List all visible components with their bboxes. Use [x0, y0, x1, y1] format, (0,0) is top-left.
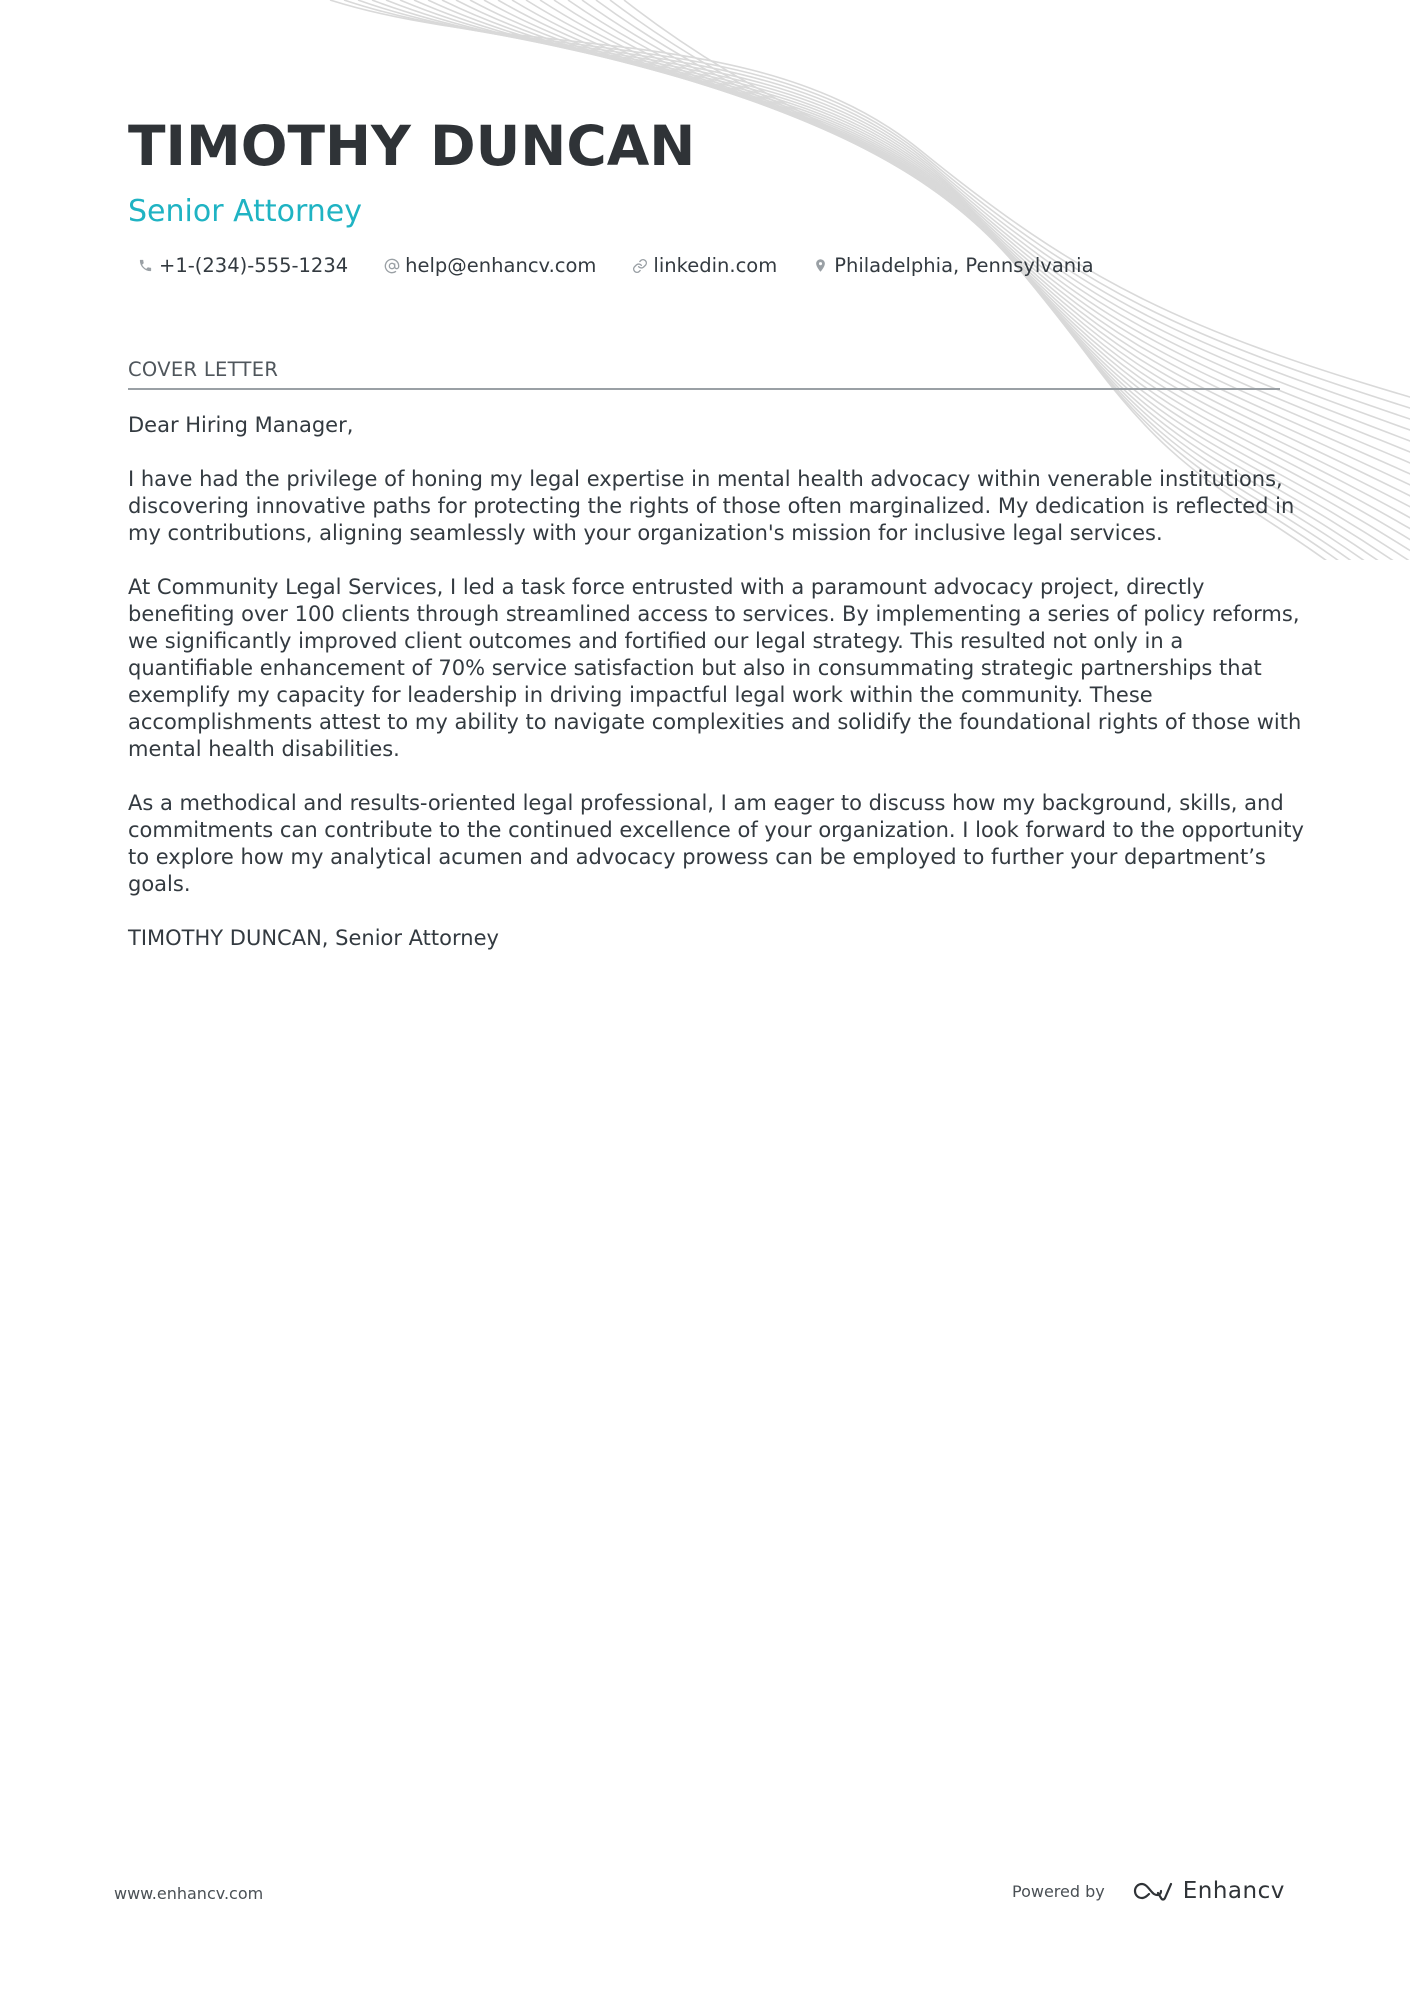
letter-paragraph-2: At Community Legal Services, I led a task force entrusted with a paramount advocacy project, directly benefiting over 100 clients through streamlined access to services. By implementing a series of policy reforms, we significantly improved client outcomes and fortified our legal strategy. This resulted not only in a quantifiable enhancement of 70% service satisfaction but also in consummating strategic partnerships that exemplify my capacity for leadership in driving impactful legal work within the community. These accomplishments attest to my ability to navigate complexities and solidify the foundational rights of those with mental health disabilities.: [128, 575, 1302, 761]
location-pin-icon: [812, 257, 829, 274]
contact-email-text: help@enhancv.com: [405, 254, 597, 277]
candidate-name: TIMOTHY DUNCAN: [128, 114, 696, 178]
footer-website[interactable]: www.enhancv.com: [114, 1884, 264, 1903]
section-title: COVER LETTER: [128, 358, 279, 381]
section-divider: [128, 388, 1280, 390]
contact-email[interactable]: [375, 254, 596, 277]
contact-info-bar: [128, 254, 1288, 277]
cover-letter-section-header: [128, 358, 1280, 390]
phone-icon: [137, 257, 154, 274]
letter-body: [128, 412, 1308, 979]
contact-location-text: Philadelphia, Pennsylvania: [834, 254, 1094, 277]
enhancv-logo-text: Enhancv: [1182, 1878, 1285, 1904]
letter-paragraph-3: As a methodical and results-oriented legal professional, I am eager to discuss how my background, skills, and commitments can contribute to the continued excellence of your organization. I look forward to the opportunity to explore how my analytical acumen and advocacy prowess can be employed to further your department’s goals.: [128, 791, 1304, 896]
contact-location: [804, 254, 1093, 277]
letter-salutation: Dear Hiring Manager,: [128, 413, 354, 437]
letter-paragraph-1: I have had the privilege of honing my legal expertise in mental health advocacy within venerable institutions, discovering innovative paths for protecting the rights of those often marginalized. My dedication is reflected in my contributions, aligning seamlessly with your organization's mission for inclusive legal services.: [128, 467, 1295, 545]
contact-linkedin-text: linkedin.com: [653, 254, 778, 277]
enhancv-logo[interactable]: [1131, 1878, 1285, 1904]
resume-header: [128, 112, 1288, 277]
letter-signature: TIMOTHY DUNCAN, Senior Attorney: [128, 926, 499, 950]
candidate-title: Senior Attorney: [128, 194, 362, 229]
footer-branding: [1012, 1878, 1285, 1904]
contact-phone[interactable]: [128, 254, 348, 277]
link-icon: [631, 257, 648, 274]
enhancv-logo-icon: [1131, 1879, 1177, 1903]
contact-linkedin[interactable]: [623, 254, 777, 277]
at-icon: [383, 257, 400, 274]
powered-by-label: Powered by: [1012, 1881, 1105, 1901]
contact-phone-text: +1-(234)-555-1234: [159, 254, 349, 277]
